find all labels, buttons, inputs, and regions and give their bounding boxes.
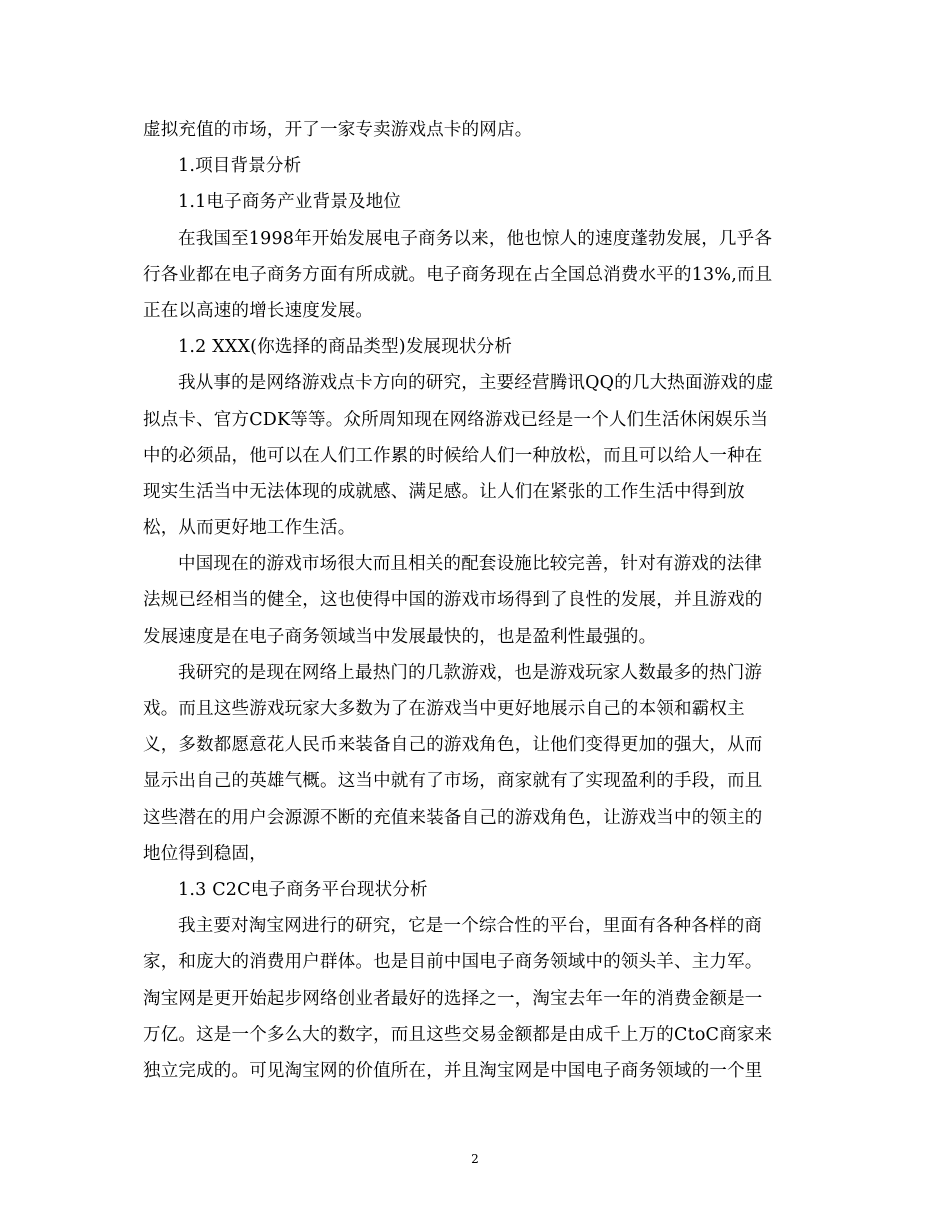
paragraph-line: 义，多数都愿意花人民币来装备自己的游戏角色，让他们变得更加的强大，从而 xyxy=(143,735,763,756)
paragraph-line: 我从事的是网络游戏点卡方向的研究，主要经营腾讯QQ的几大热面游戏的虚 xyxy=(178,373,774,394)
subsection-heading: 1.2 XXX(你选择的商品类型)发展现状分析 xyxy=(178,337,513,358)
paragraph-line: 万亿。这是一个多么大的数字，而且这些交易金额都是由成千上万的CtoC商家来 xyxy=(143,1024,773,1045)
subsection-heading: 1.3 C2C电子商务平台现状分析 xyxy=(178,879,428,900)
document-body xyxy=(143,112,808,1089)
subsection-heading: 1.1电子商务产业背景及地位 xyxy=(178,192,402,213)
section-heading: 1.项目背景分析 xyxy=(178,156,302,177)
paragraph-line: 在我国至1998年开始发展电子商务以来，他也惊人的速度蓬勃发展，几乎各 xyxy=(178,228,773,249)
paragraph-line: 拟点卡、官方CDK等等。众所周知现在网络游戏已经是一个人们生活休闲娱乐当 xyxy=(143,409,769,430)
paragraph-line: 中的必须品，他可以在人们工作累的时候给人们一种放松，而且可以给人一种在 xyxy=(143,445,763,466)
paragraph-line: 我研究的是现在网络上最热门的几款游戏，也是游戏玩家人数最多的热门游 xyxy=(178,662,763,683)
paragraph-line: 地位得到稳固， xyxy=(143,843,267,864)
paragraph-line: 发展速度是在电子商务领域当中发展最快的，也是盈利性最强的。 xyxy=(143,626,657,647)
paragraph-line: 这些潜在的用户会源源不断的充值来装备自己的游戏角色，让游戏当中的领主的 xyxy=(143,807,763,828)
paragraph-line: 显示出自己的英雄气概。这当中就有了市场，商家就有了实现盈利的手段，而且 xyxy=(143,771,763,792)
paragraph-line: 我主要对淘宝网进行的研究，它是一个综合性的平台，里面有各种各样的商 xyxy=(178,916,763,937)
paragraph-line: 戏。而且这些游戏玩家大多数为了在游戏当中更好地展示自己的本领和霸权主 xyxy=(143,699,745,719)
page-number: 2 xyxy=(471,1152,479,1166)
paragraph-line: 正在以高速的增长速度发展。 xyxy=(143,300,374,321)
paragraph-line: 独立完成的。可见淘宝网的价值所在，并且淘宝网是中国电子商务领域的一个里 xyxy=(143,1060,763,1081)
paragraph-line: 淘宝网是更开始起步网络创业者最好的选择之一，淘宝去年一年的消费金额是一 xyxy=(143,988,763,1009)
paragraph-line: 现实生活当中无法体现的成就感、满足感。让人们在紧张的工作生活中得到放 xyxy=(143,481,745,502)
paragraph-line: 中国现在的游戏市场很大而且相关的配套设施比较完善，针对有游戏的法律 xyxy=(178,554,763,575)
paragraph-line: 家，和庞大的消费用户群体。也是目前中国电子商务领域中的领头羊、主力军。 xyxy=(143,952,763,973)
paragraph-line: 松，从而更好地工作生活。 xyxy=(143,518,356,539)
paragraph-line: 行各业都在电子商务方面有所成就。电子商务现在占全国总消费水平的13%,而且 xyxy=(143,264,773,285)
paragraph-line: 法规已经相当的健全，这也使得中国的游戏市场得到了良性的发展，并且游戏的 xyxy=(143,590,763,611)
text-line: 虚拟充值的市场，开了一家专卖游戏点卡的网店。 xyxy=(143,120,533,140)
